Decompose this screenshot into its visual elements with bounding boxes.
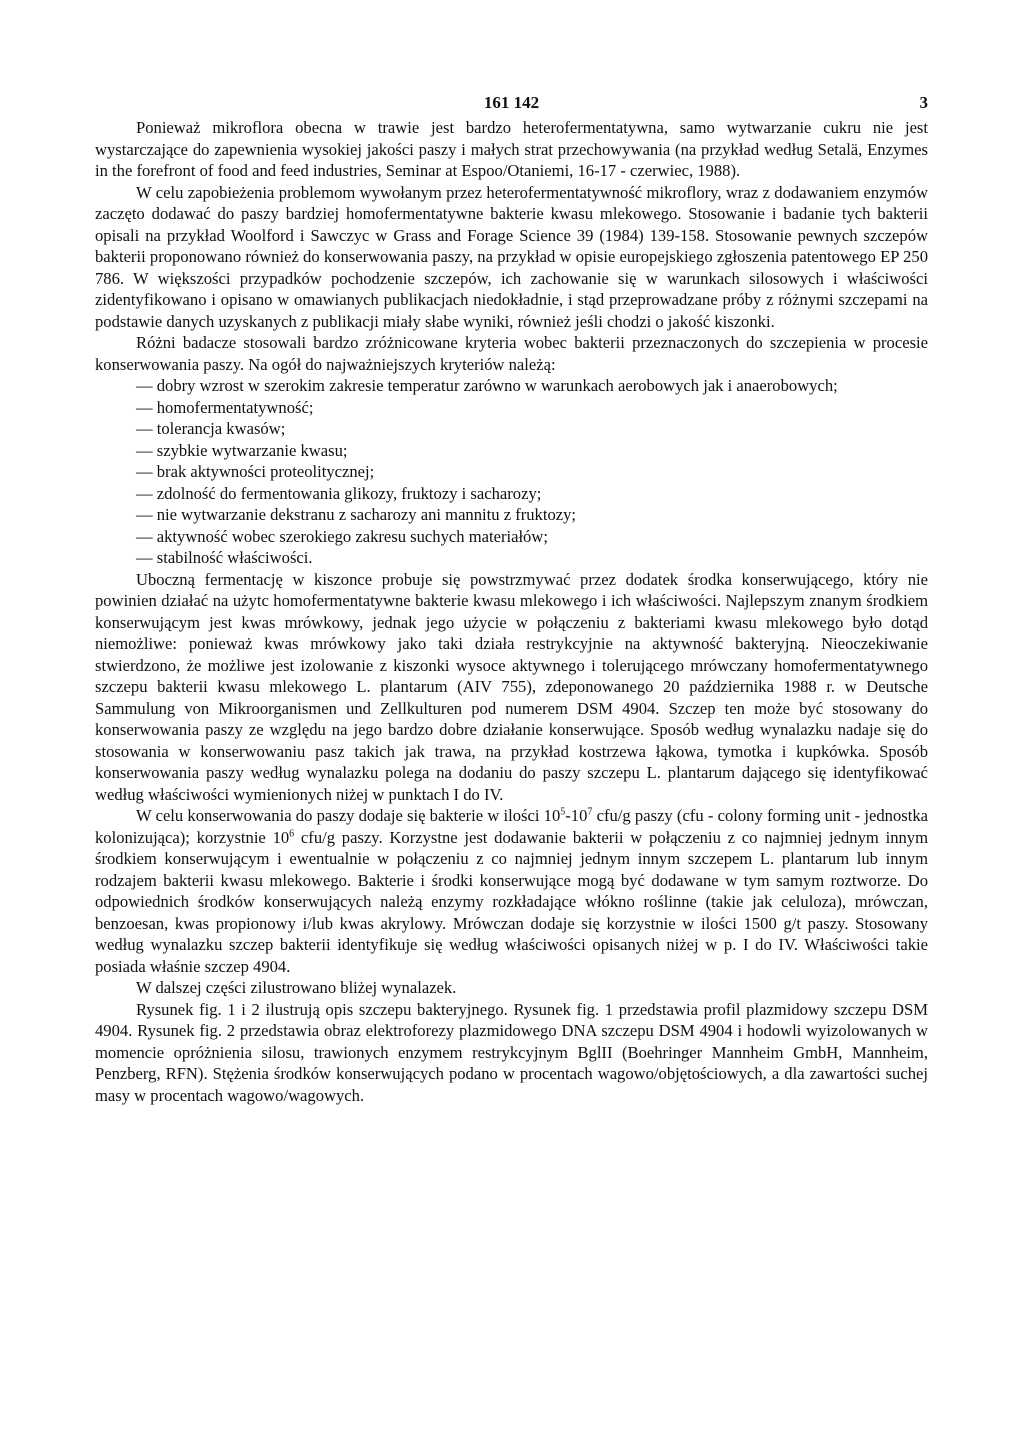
dash-mark: — — [136, 376, 153, 395]
paragraph-5-text-b: -10 — [565, 806, 588, 825]
list-item-text: stabilność właściwości. — [156, 548, 313, 567]
paragraph-5-text-a: W celu konserwowania do paszy dodaje się bakterie w ilości 10 — [136, 806, 561, 825]
page-number: 3 — [919, 93, 928, 112]
paragraph-1: Ponieważ mikroflora obecna w trawie jest bardzo heterofermentatywna, samo wytwarzanie cukru nie jest wystarczające do zapewnienia wysokiej jakości paszy i małych strat przechowywania (na przykład według Setalä, Enzymes in the forefront of food and feed industries, Seminar at Espoo/Otaniemi, 16-17 - czerwiec, 1988). — [95, 118, 928, 180]
paragraph-5 — [95, 805, 928, 977]
list-item-text: tolerancja kwasów; — [156, 419, 286, 438]
list-item-text: szybkie wytwarzanie kwasu; — [156, 440, 348, 460]
paragraph-6: W dalszej części zilustrowano bliżej wynalazek. — [136, 978, 457, 997]
superscript-exponent: 6 — [289, 827, 295, 839]
paragraph-4: Uboczną fermentację w kiszonce probuje się powstrzmywać przez dodatek środka konserwującego, który nie powinien działać na użytc homofermentatywne bakterie kwasu mlekowego i ich właściwości. Najlepszym znanym środkiem konserwującym jest kwas mrówkowy, jednak jego użycie w połączeniu z bakteriami kwasu mlekowego było dotąd niemożliwe: ponieważ kwas mrówkowy jako taki działa restrykcyjnie na aktywność bakteryjną. Nieoczekiwanie stwierdzono, że możliwe jest izolowanie z kiszonki wysoce aktywnego i tolerującego mrówczany homofermentatywnego szczepu bakterii kwasu mlekowego L. plantarum (AIV 755), zdeponowanego 20 października 1988 r. w Deutsche Sammulung von Mikroorganismen und Zellkulturen pod numerem DSM 4904. Szczep ten może być stosowany do konserwowania paszy ze względu na jego bardzo dobre działanie konserwujące. Sposób według wynalazku nadaje się do stosowania w konserwowaniu pasz takich jak trawa, na przykład kostrzewa łąkowa, tymotka i kupkówka. Sposób konserwowania paszy według wynalazku polega na dodaniu do paszy szczepu L. plantarum dającego się identyfikować według właściwości wymienionych niżej w punktach I do IV. — [95, 569, 928, 804]
patent-number: 161 142 — [483, 93, 540, 112]
list-item — [95, 440, 928, 462]
paragraph-5-text-d: cfu/g paszy. Korzystne jest dodawanie bakterii w połączeniu z co najmniej jednym innym środkiem konserwującym i ewentualnie w połączeniu z co najmniej jednym innym szczepem L. plantarum lub innym rodzajem bakterii kwasu mlekowego. Bakterie i środki konserwujące mogą być dodawane w tym samym roztworze. Do odpowiednich środków konserwujących należą enzymy rozkładające włókno roślinne (takie jak celuloza), mrówczan, benzoesan, kwas propionowy i/lub kwas akrylowy. Mrówczan dodaje się korzystnie w ilości 1500 g/t paszy. Stosowany według wynalazku szczep bakterii identyfikuje się według właściwości opisanych niżej w p. I do IV. Właściwości takie posiada właśnie szczep 4904. — [95, 827, 928, 976]
paragraph-3: Różni badacze stosowali bardzo zróżnicowane kryteria wobec bakterii przeznaczonych do szczepienia w procesie konserwowania paszy. Na ogół do najważniejszych kryteriów należą: — [95, 333, 928, 374]
list-item-text: brak aktywności proteolitycznej; — [156, 462, 375, 481]
dash-mark: — — [136, 462, 153, 481]
dash-mark: — — [136, 440, 153, 460]
dash-mark: — — [136, 526, 153, 546]
dash-mark: — — [136, 419, 153, 438]
dash-mark: — — [136, 548, 153, 567]
list-item — [95, 461, 928, 483]
superscript-exponent: 7 — [587, 806, 593, 818]
paragraph-7: Rysunek fig. 1 i 2 ilustrują opis szczepu bakteryjnego. Rysunek fig. 1 przedstawia profil plazmidowy szczepu DSM 4904. Rysunek fig. 2 przedstawia obraz elektroforezy plazmidowego DNA szczepu DSM 4904 i hodowli wyizolowanych w momencie opróżnienia silosu, trawionych enzymem restrykcyjnym BglII (Boehringer Mannheim GmbH, Mannheim, Penzberg, RFN). Stężenia środków konserwujących podano w procentach wagowo/objętościowych, a dla zawartości suchej masy w procentach wagowo/wagowych. — [95, 999, 928, 1105]
list-item-text: homofermentatywność; — [156, 397, 314, 417]
list-item-text: nie wytwarzanie dekstranu z sacharozy ani mannitu z fruktozy; — [156, 505, 577, 524]
criteria-list — [95, 375, 928, 569]
page-header — [95, 92, 928, 116]
list-item — [95, 375, 928, 397]
superscript-exponent: 5 — [560, 806, 566, 818]
document-page — [95, 92, 928, 1106]
dash-mark: — — [136, 483, 153, 503]
list-item-text: dobry wzrost w szerokim zakresie temperatur zarówno w warunkach aerobowych jak i anaerobowych; — [156, 376, 838, 395]
dash-mark: — — [136, 397, 153, 417]
list-item-text: aktywność wobec szerokiego zakresu suchych materiałów; — [156, 526, 548, 546]
list-item — [95, 504, 928, 526]
list-item — [95, 526, 928, 548]
dash-mark: — — [136, 505, 153, 524]
paragraph-2: W celu zapobieżenia problemom wywołanym przez heterofermentatywność mikroflory, wraz z dodawaniem enzymów zaczęto dodawać do paszy bardziej homofermentatywne bakterie kwasu mlekowego. Stosowanie i badanie tych bakterii opisali na przykład Woolford i Sawczyc w Grass and Forage Science 39 (1984) 139-158. Stosowanie pewnych szczepów bakterii proponowano również do konserwowania paszy, na przykład w opisie europejskiego zgłoszenia patentowego EP 250 786. W większości przypadków pochodzenie szczepów, ich zachowanie się w warunkach silosowych i właściwości zidentyfikowano i opisano w omawianych publikacjach niedokładnie, i stąd przeprowadzane próby z różnymi szczepami na podstawie danych uzyskanych z publikacji miały słabe wyniki, również jeśli chodzi o jakość kiszonki. — [95, 182, 928, 331]
list-item — [95, 483, 928, 505]
list-item — [95, 397, 928, 419]
list-item — [95, 418, 928, 440]
list-item-text: zdolność do fermentowania glikozy, fruktozy i sacharozy; — [156, 483, 542, 503]
paragraph-5-text-c: cfu/g paszy (cfu - colony forming unit - jednostka kolonizująca); korzystnie 10 — [95, 806, 928, 847]
list-item — [95, 547, 928, 569]
